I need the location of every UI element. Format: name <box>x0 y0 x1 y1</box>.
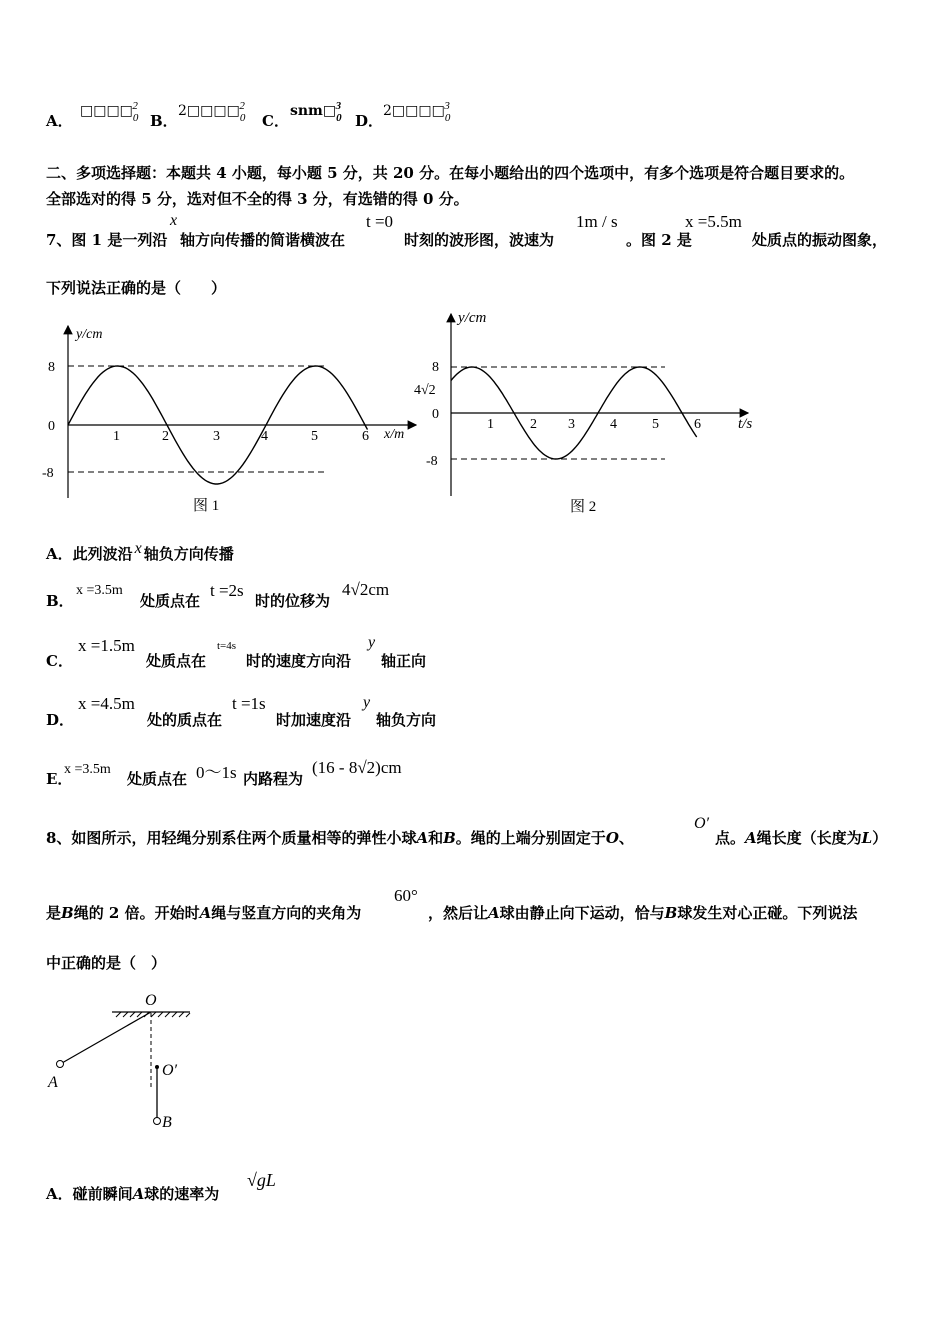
q7-option-e-m3: (16 - 8√2)cm <box>312 758 402 777</box>
fig2-xtick-2: 2 <box>530 417 537 432</box>
q6-option-b: B． <box>150 112 178 130</box>
fig1-xtick-6: 6 <box>362 429 369 444</box>
q7-option-c-t2: 时的速度方向沿 <box>246 652 352 670</box>
q6-option-c-expr: $snm□_0^3$ <box>290 100 342 124</box>
q8-stem-line1: 8、如图所示，用轻绳分别系住两个质量相等的弹性小球A和B。绳的上端分别固定于O、 <box>46 829 634 847</box>
q7-option-d-m2: t =1s <box>232 694 266 713</box>
q6-option-a-expr: $□□□□_0^2$ <box>80 100 139 124</box>
q8-pivot-oprime <box>155 1065 159 1069</box>
q7-figure1-wave-graph <box>40 318 420 518</box>
q6-option-c: C． <box>262 112 289 130</box>
q8-stem-line2b: ，然后让A球由静止向下运动，恰与B球发生对心正碰。下列说法 <box>428 904 858 922</box>
fig2-ytick-8: 8 <box>432 360 439 375</box>
fig1-xtick-1: 1 <box>113 429 120 444</box>
q8-stem-line3: 中正确的是（ ） <box>46 954 167 972</box>
q7-option-c-t3: 轴正向 <box>381 652 427 670</box>
section2-line1: 二、多项选择题：本题共 4 小题，每小题 5 分，共 20 分。在每小题给出的四个选项中，有多个选项是符合题目要求的。 <box>46 164 855 182</box>
fig1-ytick-8: 8 <box>48 360 55 375</box>
q7-stem-math-x: x <box>170 212 178 229</box>
q7-stem-part2: 轴方向传播的简谐横波在 <box>180 231 346 249</box>
q8-label-a: A <box>48 1074 58 1091</box>
fig1-x-label: x/m <box>384 427 405 442</box>
q7-stem-part5: 处质点的振动图象， <box>752 231 888 249</box>
fig1-ytick-0: 0 <box>48 419 55 434</box>
fig2-ytick-0: 0 <box>432 407 439 422</box>
q6-option-d-expr: $2□□□□_0^3$ <box>383 100 451 124</box>
fig2-xtick-5: 5 <box>652 417 659 432</box>
q7-stem-part3: 时刻的波形图，波速为 <box>404 231 555 249</box>
q7-option-c-m1: x =1.5m <box>78 636 135 655</box>
q7-option-c: C． <box>46 652 73 670</box>
fig1-ytick-neg8: -8 <box>42 466 54 481</box>
q8-option-a-math: √gL <box>247 1170 276 1190</box>
q7-option-b-m1: x =3.5m <box>76 583 123 598</box>
q7-stem-part4: 。图 2 是 <box>626 231 692 249</box>
fig2-ytick-neg8: -8 <box>426 454 438 469</box>
q8-figure-pendulums <box>40 985 210 1135</box>
q8-option-a: A．碰前瞬间A球的速率为 <box>46 1185 220 1203</box>
q7-stem-math-x55: x =5.5m <box>685 212 742 231</box>
q7-option-d-t3: 轴负方向 <box>376 711 437 729</box>
fig1-xtick-4: 4 <box>261 429 268 444</box>
q8-rope-a <box>62 1012 151 1063</box>
fig2-xtick-4: 4 <box>610 417 617 432</box>
q7-option-d: D． <box>46 711 75 729</box>
fig1-xtick-5: 5 <box>311 429 318 444</box>
fig2-caption: 图 2 <box>570 499 597 515</box>
fig1-xtick-2: 2 <box>162 429 169 444</box>
q6-option-d: D． <box>355 112 384 130</box>
fig1-caption: 图 1 <box>193 498 220 514</box>
fig1-xtick-3: 3 <box>213 429 220 444</box>
q8-stem-line2a: 是B绳的 2 倍。开始时A绳与竖直方向的夹角为 <box>46 904 362 922</box>
q7-option-b-t2: 时的位移为 <box>255 592 331 610</box>
q7-option-c-m2: t=4s <box>217 640 237 652</box>
q7-stem-math-t0: t =0 <box>366 212 394 231</box>
q7-option-e-t1: 处质点在 <box>127 770 188 788</box>
q8-stem-angle: 60° <box>394 886 418 905</box>
fig2-xtick-6: 6 <box>694 417 701 432</box>
q7-option-d-t2: 时加速度沿 <box>276 711 352 729</box>
fig2-xtick-1: 1 <box>487 417 494 432</box>
q7-option-e-m2: 0～1s <box>196 763 237 782</box>
q6-option-a: A． <box>46 112 73 130</box>
q7-figure2-vibration-graph <box>410 306 770 521</box>
q8-label-oprime: O′ <box>162 1062 178 1079</box>
q7-option-b-m3: 4√2cm <box>342 580 390 599</box>
q7-option-a: A．此列波沿 x 轴负方向传播 <box>46 540 234 563</box>
q7-option-d-m3: y <box>363 694 371 711</box>
q7-option-e-m1: x =3.5m <box>64 762 111 777</box>
q7-stem-part1: 7、图 1 是一列沿 <box>46 231 168 249</box>
q7-option-b-t1: 处质点在 <box>140 592 201 610</box>
q8-label-b: B <box>162 1114 172 1131</box>
q8-label-o: O <box>145 992 157 1009</box>
section2-line2: 全部选对的得 5 分，选对但不全的得 3 分，有选错的得 0 分。 <box>46 190 469 208</box>
q7-option-c-t1: 处质点在 <box>146 652 207 670</box>
q7-option-c-m3: y <box>368 634 376 651</box>
q8-ball-b <box>154 1118 161 1125</box>
q7-option-e: E． <box>46 770 73 788</box>
fig1-y-label: y/cm <box>76 327 103 342</box>
q7-option-b-m2: t =2s <box>210 581 244 600</box>
q6-option-b-expr: $2□□□□_0^2$ <box>178 100 246 124</box>
fig2-ytick-4root2: 4√2 <box>414 383 436 398</box>
q8-ceiling-hatch <box>116 1012 190 1017</box>
q7-option-e-t2: 内路程为 <box>243 770 304 788</box>
q7-option-b: B． <box>46 592 74 610</box>
q8-stem-line1-end: 点。A绳长度（长度为L） <box>715 829 888 847</box>
q8-stem-oprime: O′ <box>694 815 710 832</box>
fig2-y-label: y/cm <box>458 310 487 326</box>
q7-option-d-m1: x =4.5m <box>78 694 135 713</box>
q7-option-d-t1: 处的质点在 <box>147 711 223 729</box>
fig2-xtick-3: 3 <box>568 417 575 432</box>
q7-stem-math-speed: 1m / s <box>576 212 618 231</box>
q7-stem-line2: 下列说法正确的是（ ） <box>46 279 227 297</box>
q8-ball-a <box>57 1061 64 1068</box>
fig2-x-label: t/s <box>738 416 753 432</box>
